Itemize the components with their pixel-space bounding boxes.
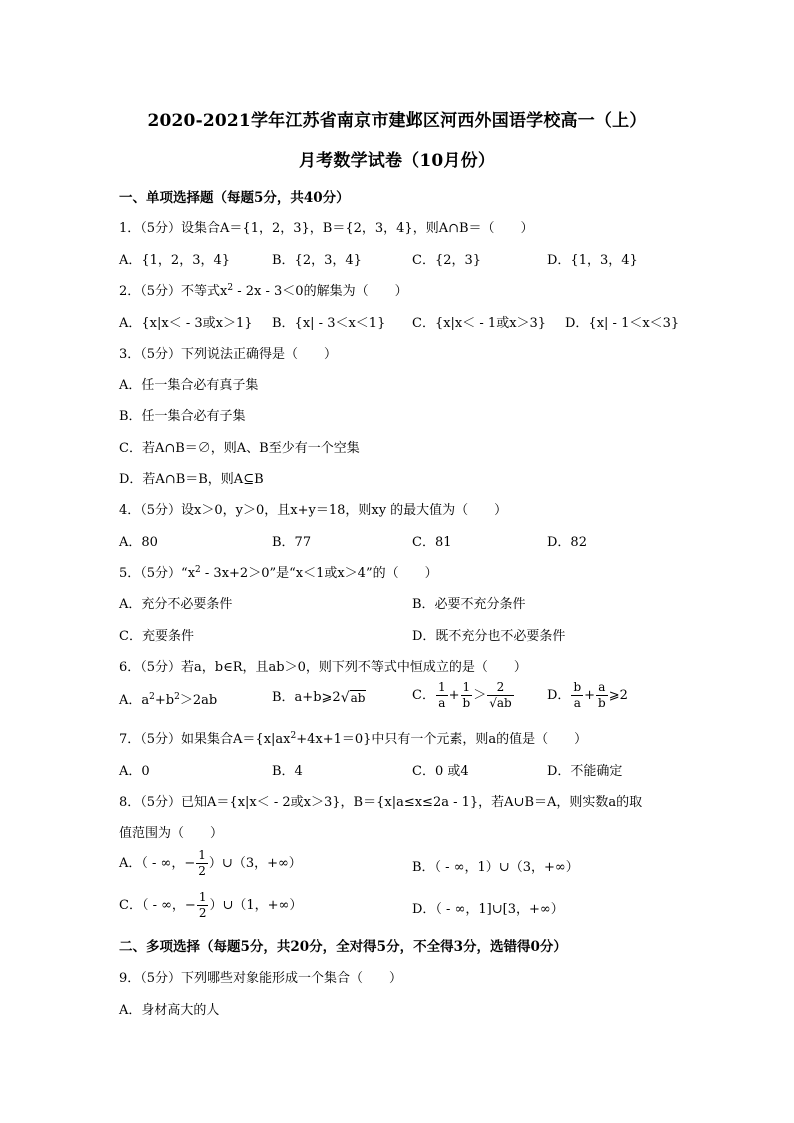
question-3-option-b: B．任一集合必有子集 xyxy=(119,409,246,424)
fraction xyxy=(196,848,208,879)
option-c-prefix: C． xyxy=(412,688,435,703)
question-8-option-c xyxy=(119,890,302,921)
fraction-denominator: b xyxy=(462,696,471,710)
question-7-stem-prefix: 7．（5分）如果集合A＝{x|ax xyxy=(119,732,291,747)
question-2-stem-prefix: 2．（5分）不等式x xyxy=(119,284,228,299)
option-c-prefix: C．（ - ∞，− xyxy=(119,898,196,913)
fraction-numerator: 2 xyxy=(487,680,514,696)
option-a-prefix: A．a xyxy=(119,693,150,708)
option-a-prefix: A．（ - ∞，− xyxy=(119,856,196,871)
fraction-numerator: 1 xyxy=(461,680,473,696)
fraction xyxy=(487,680,514,711)
superscript: 2 xyxy=(174,692,180,702)
option-c-suffix: ）∪（1，+∞） xyxy=(209,898,303,913)
question-1-stem: 1．（5分）设集合A＝{1，2，3}，B＝{2，3，4}，则A∩B＝（ ） xyxy=(119,221,534,236)
question-4-option-c: C．81 xyxy=(412,535,452,550)
fraction xyxy=(461,680,473,711)
question-4-option-a: A．80 xyxy=(119,535,158,550)
fraction-denominator: a xyxy=(573,696,581,710)
plus-sign: + xyxy=(584,688,596,703)
question-2-option-b: B．{x| - 3＜x＜1} xyxy=(272,316,386,331)
question-3-stem: 3．（5分）下列说法正确得是（ ） xyxy=(119,347,338,362)
question-7-stem xyxy=(119,728,587,747)
fraction xyxy=(436,680,448,711)
question-8-option-d: D．（ - ∞，1]∪[3，+∞） xyxy=(412,902,564,917)
question-8-option-a xyxy=(119,848,302,879)
option-d-prefix: D． xyxy=(547,688,571,703)
exam-title-line1: 2020-2021学年江苏省南京市建邺区河西外国语学校高一（上） xyxy=(147,111,647,131)
question-3-option-c: C．若A∩B＝∅，则A、B至少有一个空集 xyxy=(119,441,360,456)
superscript: 2 xyxy=(290,731,297,741)
question-4-option-b: B．77 xyxy=(272,535,312,550)
fraction-denominator: 2 xyxy=(198,864,206,878)
question-2-stem-suffix: - 2x - 3＜0的解集为（ ） xyxy=(233,284,408,299)
question-6-option-a xyxy=(119,689,217,708)
question-1-option-d: D．{1，3，4} xyxy=(547,253,638,268)
question-2-option-c: C．{x|x＜ - 1或x＞3} xyxy=(412,316,547,331)
superscript: 2 xyxy=(149,692,155,702)
option-b-prefix: B．a+b⩾2 xyxy=(272,690,341,705)
fraction xyxy=(197,890,209,921)
question-2-option-a: A．{x|x＜ - 3或x＞1} xyxy=(119,316,253,331)
question-5-option-a: A．充分不必要条件 xyxy=(119,597,233,612)
question-4-stem: 4．（5分）设x＞0，y＞0，且x+y＝18，则xy 的最大值为（ ） xyxy=(119,503,508,518)
question-9-stem: 9．（5分）下列哪些对象能形成一个集合（ ） xyxy=(119,971,403,986)
question-6-option-b xyxy=(272,686,366,706)
question-2-stem xyxy=(119,280,408,299)
radicand: ab xyxy=(496,696,512,710)
question-6-stem: 6．（5分）若a，b∈R，且ab＞0，则下列不等式中恒成立的是（ ） xyxy=(119,660,527,675)
question-8-stem-line1: 8．（5分）已知A＝{x|x＜ - 2或x＞3}，B＝{x|a≤x≤2a - 1}，若A∪B＝A，则实数a的取 xyxy=(119,795,643,810)
plus-sign: + xyxy=(448,688,460,703)
question-9-option-a: A．身材高大的人 xyxy=(119,1003,220,1018)
fraction-numerator: 1 xyxy=(437,680,446,694)
question-6-option-d xyxy=(547,680,628,711)
fraction-denominator-root xyxy=(487,696,514,711)
root-sign: √ xyxy=(489,696,497,710)
option-a-suffix: ）∪（3，+∞） xyxy=(208,856,302,871)
question-5-stem xyxy=(119,562,438,581)
question-1-option-c: C．{2，3} xyxy=(412,253,482,268)
fraction-denominator: 2 xyxy=(198,906,207,920)
superscript: 2 xyxy=(195,565,201,575)
section-heading-multiple-choice: 二、多项选择（每题5分，共20分，全对得5分，不全得3分，选错得0分） xyxy=(119,939,567,955)
question-7-option-c: C．0 或4 xyxy=(412,764,469,779)
fraction-numerator: a xyxy=(596,680,608,696)
question-3-option-d: D．若A∩B＝B，则A⊆B xyxy=(119,472,264,487)
question-5-stem-suffix: - 3x+2＞0”是“x＜1或x＞4”的（ ） xyxy=(200,566,438,581)
question-7-option-b: B．4 xyxy=(272,764,303,779)
fraction-numerator: b xyxy=(573,680,582,694)
question-7-option-a: A．0 xyxy=(119,764,150,779)
option-a-mid: +b xyxy=(154,693,175,708)
question-5-option-c: C．充要条件 xyxy=(119,629,194,644)
radicand: ab xyxy=(350,690,366,705)
question-2-option-d: D．{x| - 1＜x＜3} xyxy=(565,316,680,331)
superscript: 2 xyxy=(227,283,234,293)
question-5-option-b: B．必要不充分条件 xyxy=(412,597,526,612)
fraction-denominator: a xyxy=(438,696,446,710)
question-4-option-d: D．82 xyxy=(547,535,587,550)
question-6-option-c xyxy=(412,680,515,711)
question-1-option-b: B．{2，3，4} xyxy=(272,253,362,268)
greater-equal-sign: ⩾2 xyxy=(608,688,628,703)
question-3-option-a: A．任一集合必有真子集 xyxy=(119,378,259,393)
question-1-option-a: A．{1，2，3，4} xyxy=(119,253,231,268)
question-8-stem-line2: 值范围为（ ） xyxy=(119,826,224,841)
square-root: √ab xyxy=(340,689,366,706)
section-heading-single-choice: 一、单项选择题（每题5分，共40分） xyxy=(119,190,350,206)
question-5-stem-prefix: 5．（5分）“x xyxy=(119,566,196,581)
fraction-numerator: 1 xyxy=(198,848,206,862)
question-5-option-d: D．既不充分也不必要条件 xyxy=(412,629,566,644)
option-a-suffix: ＞2ab xyxy=(179,693,218,708)
greater-sign: ＞ xyxy=(473,688,487,703)
question-8-option-b: B．（ - ∞，1）∪（3，+∞） xyxy=(412,860,579,875)
fraction xyxy=(571,680,583,711)
question-7-stem-suffix: +4x+1＝0}中只有一个元素，则a的值是（ ） xyxy=(296,732,588,747)
fraction-denominator: b xyxy=(598,696,606,710)
question-7-option-d: D．不能确定 xyxy=(547,764,623,779)
exam-title-line2: 月考数学试卷（10月份） xyxy=(298,151,496,171)
fraction xyxy=(596,680,608,711)
fraction-numerator: 1 xyxy=(198,890,207,904)
